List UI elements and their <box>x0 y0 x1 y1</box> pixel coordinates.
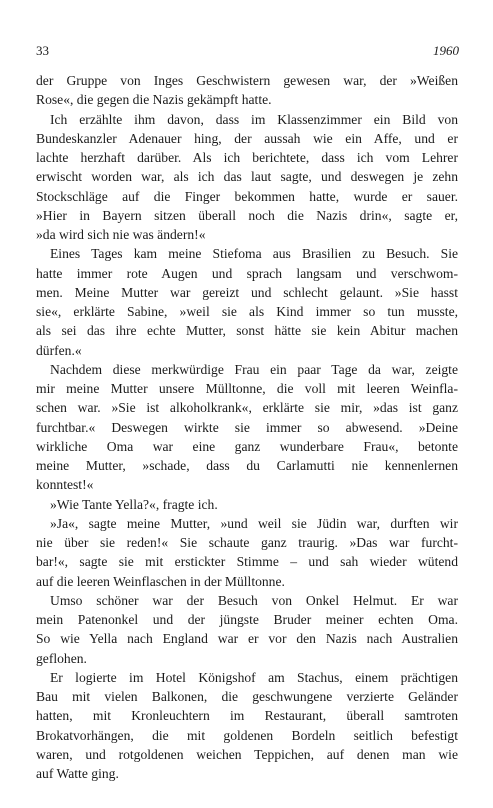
text-line: mein Patenonkel und der jüngste Bruder meiner echten Oma. <box>36 612 458 627</box>
text-line: »Wie Tante Yella?«, fragte ich. <box>50 496 218 512</box>
text-line: auf die leeren Weinflaschen in der Mülltonne. <box>36 573 285 589</box>
text-line: Ich erzählte ihm davon, dass im Klassenzimmer ein Bild von <box>50 111 458 127</box>
text-line: nie über sie reden!« Sie schaute ganz traurig. »Das war furcht- <box>36 535 458 550</box>
text-line: mir meine Mutter unsere Mülltonne, die voll mit leeren Weinfla- <box>36 381 458 396</box>
text-line: bar!«, sagte sie mit erstickter Stimme – und sah wieder wütend <box>36 554 458 570</box>
text-line: geflohen. <box>36 650 87 666</box>
text-line: Eines Tages kam meine Stiefoma aus Brasilien zu Besuch. Sie <box>50 246 458 262</box>
text-line: Umso schöner war der Besuch von Onkel Helmut. Er war <box>50 592 458 608</box>
text-line: Nachdem diese merkwürdige Frau ein paar Tage da war, zeigte <box>50 361 458 377</box>
text-line: dürfen.« <box>36 342 82 358</box>
text-line: Er logierte im Hotel Königshof am Stachus, einem prächtigen <box>50 669 458 685</box>
text-line: men. Meine Mutter war gereizt und schlecht gelaunt. »Sie hasst <box>36 284 458 300</box>
text-line: Bundeskanzler Adenauer hing, der aussah wie ein Affe, und er <box>36 130 458 146</box>
text-line: »Hier in Bayern sitzen überall noch die Nazis drin«, sagte er, <box>36 207 458 223</box>
text-line: auf Watte ging. <box>36 766 119 781</box>
text-line: der Gruppe von Inges Geschwistern gewesen war, der »Weißen <box>36 73 458 88</box>
text-line: Brokatvorhängen, die mit goldenen Bordeln seitlich befestigt <box>36 727 458 743</box>
body-text <box>36 71 458 783</box>
page-number: 33 <box>36 43 49 58</box>
text-line: Bau mit vielen Balkonen, die geschwungene verzierte Geländer <box>36 689 458 704</box>
text-line: meine Mutter, »schade, dass du Carlamutti nie kennenlernen <box>36 458 458 473</box>
text-line: sie«, erklärte Sabine, »weil sie als Kind immer so tun musste, <box>36 304 458 319</box>
text-line: erwischt worden war, als ich das laut sagte, und deswegen je zehn <box>36 169 458 185</box>
text-line: furchtbar.« Deswegen wirkte sie immer so abwesend. »Deine <box>36 419 458 435</box>
text-line: »da wird sich nie was ändern!« <box>36 227 206 242</box>
text-line: waren, und rotgoldenen weichen Teppichen, auf denen man wie <box>36 746 458 762</box>
text-line: hatte immer rote Augen und sprach langsam und verschwom- <box>36 265 458 281</box>
text-line: konntest!« <box>36 477 94 493</box>
text-line: Rose«, die gegen die Nazis gekämpft hatte. <box>36 92 272 108</box>
text-line: hatten, mit Kronleuchtern im Restaurant, überall samtroten <box>36 708 458 724</box>
text-line: als sei das ihre echte Mutter, sonst hätte sie kein Abitur machen <box>36 323 458 339</box>
text-line: Stockschläge auf die Finger bekommen hatte, wurde er sauer. <box>36 188 458 204</box>
text-line: schen war. »Sie ist alkoholkrank«, erklärte sie mir, »das ist ganz <box>36 400 458 416</box>
running-title: 1960 <box>433 43 459 58</box>
text-line: So wie Yella nach England war er vor den Nazis nach Australien <box>36 631 458 647</box>
text-line: lachte herzhaft darüber. Als ich berichtete, dass ich vom Lehrer <box>36 150 458 165</box>
text-line: wirkliche Oma war eine ganz wunderbare Frau«, betonte <box>36 438 458 454</box>
text-line: »Ja«, sagte meine Mutter, »und weil sie Jüdin war, durften wir <box>50 515 458 531</box>
page-header <box>36 42 459 60</box>
